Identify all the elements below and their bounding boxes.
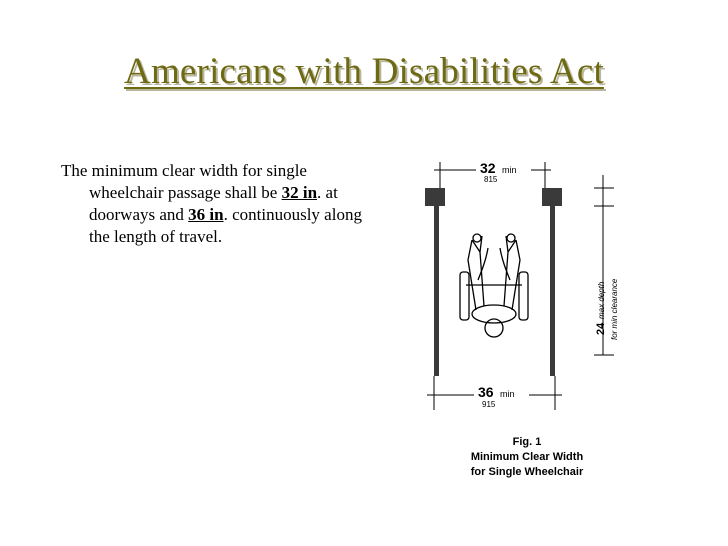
wheelchair-diagram <box>410 160 640 490</box>
top-dim-mm: 815 <box>484 175 498 184</box>
body-text-part1: The minimum clear width for single wheelchair passage shall be <box>61 161 307 202</box>
top-dim-unit: min <box>502 165 517 175</box>
bottom-dim-value: 36 <box>478 384 494 400</box>
slide-title: Americans with Disabilities Act <box>124 51 604 92</box>
continuous-width-value: 36 in <box>188 205 224 224</box>
wheelchair-icon <box>460 234 528 337</box>
figure-caption-line1: Fig. 1 <box>512 436 542 448</box>
left-wall <box>434 206 439 376</box>
right-wall <box>550 206 555 376</box>
side-dim-value: 24 <box>595 322 607 335</box>
clear-width-figure <box>410 160 640 490</box>
bottom-dim-mm: 915 <box>482 400 496 409</box>
side-dim-label: max depth <box>597 281 606 319</box>
doorway-width-value: 32 in <box>281 183 318 202</box>
right-door-jamb <box>542 188 562 206</box>
body-text-part2: . at doorways and <box>89 183 338 224</box>
figure-caption-line2: Minimum Clear Width <box>470 451 584 463</box>
figure-caption-line3: for Single Wheelchair <box>470 466 584 478</box>
left-door-jamb <box>425 188 445 206</box>
top-dim-value: 32 <box>480 160 496 176</box>
body-text-part3: . continuously along the length of travel. <box>89 205 362 246</box>
body-paragraph <box>61 160 379 248</box>
side-dim-label2: for min clearance <box>610 278 619 340</box>
bottom-dim-unit: min <box>500 389 515 399</box>
